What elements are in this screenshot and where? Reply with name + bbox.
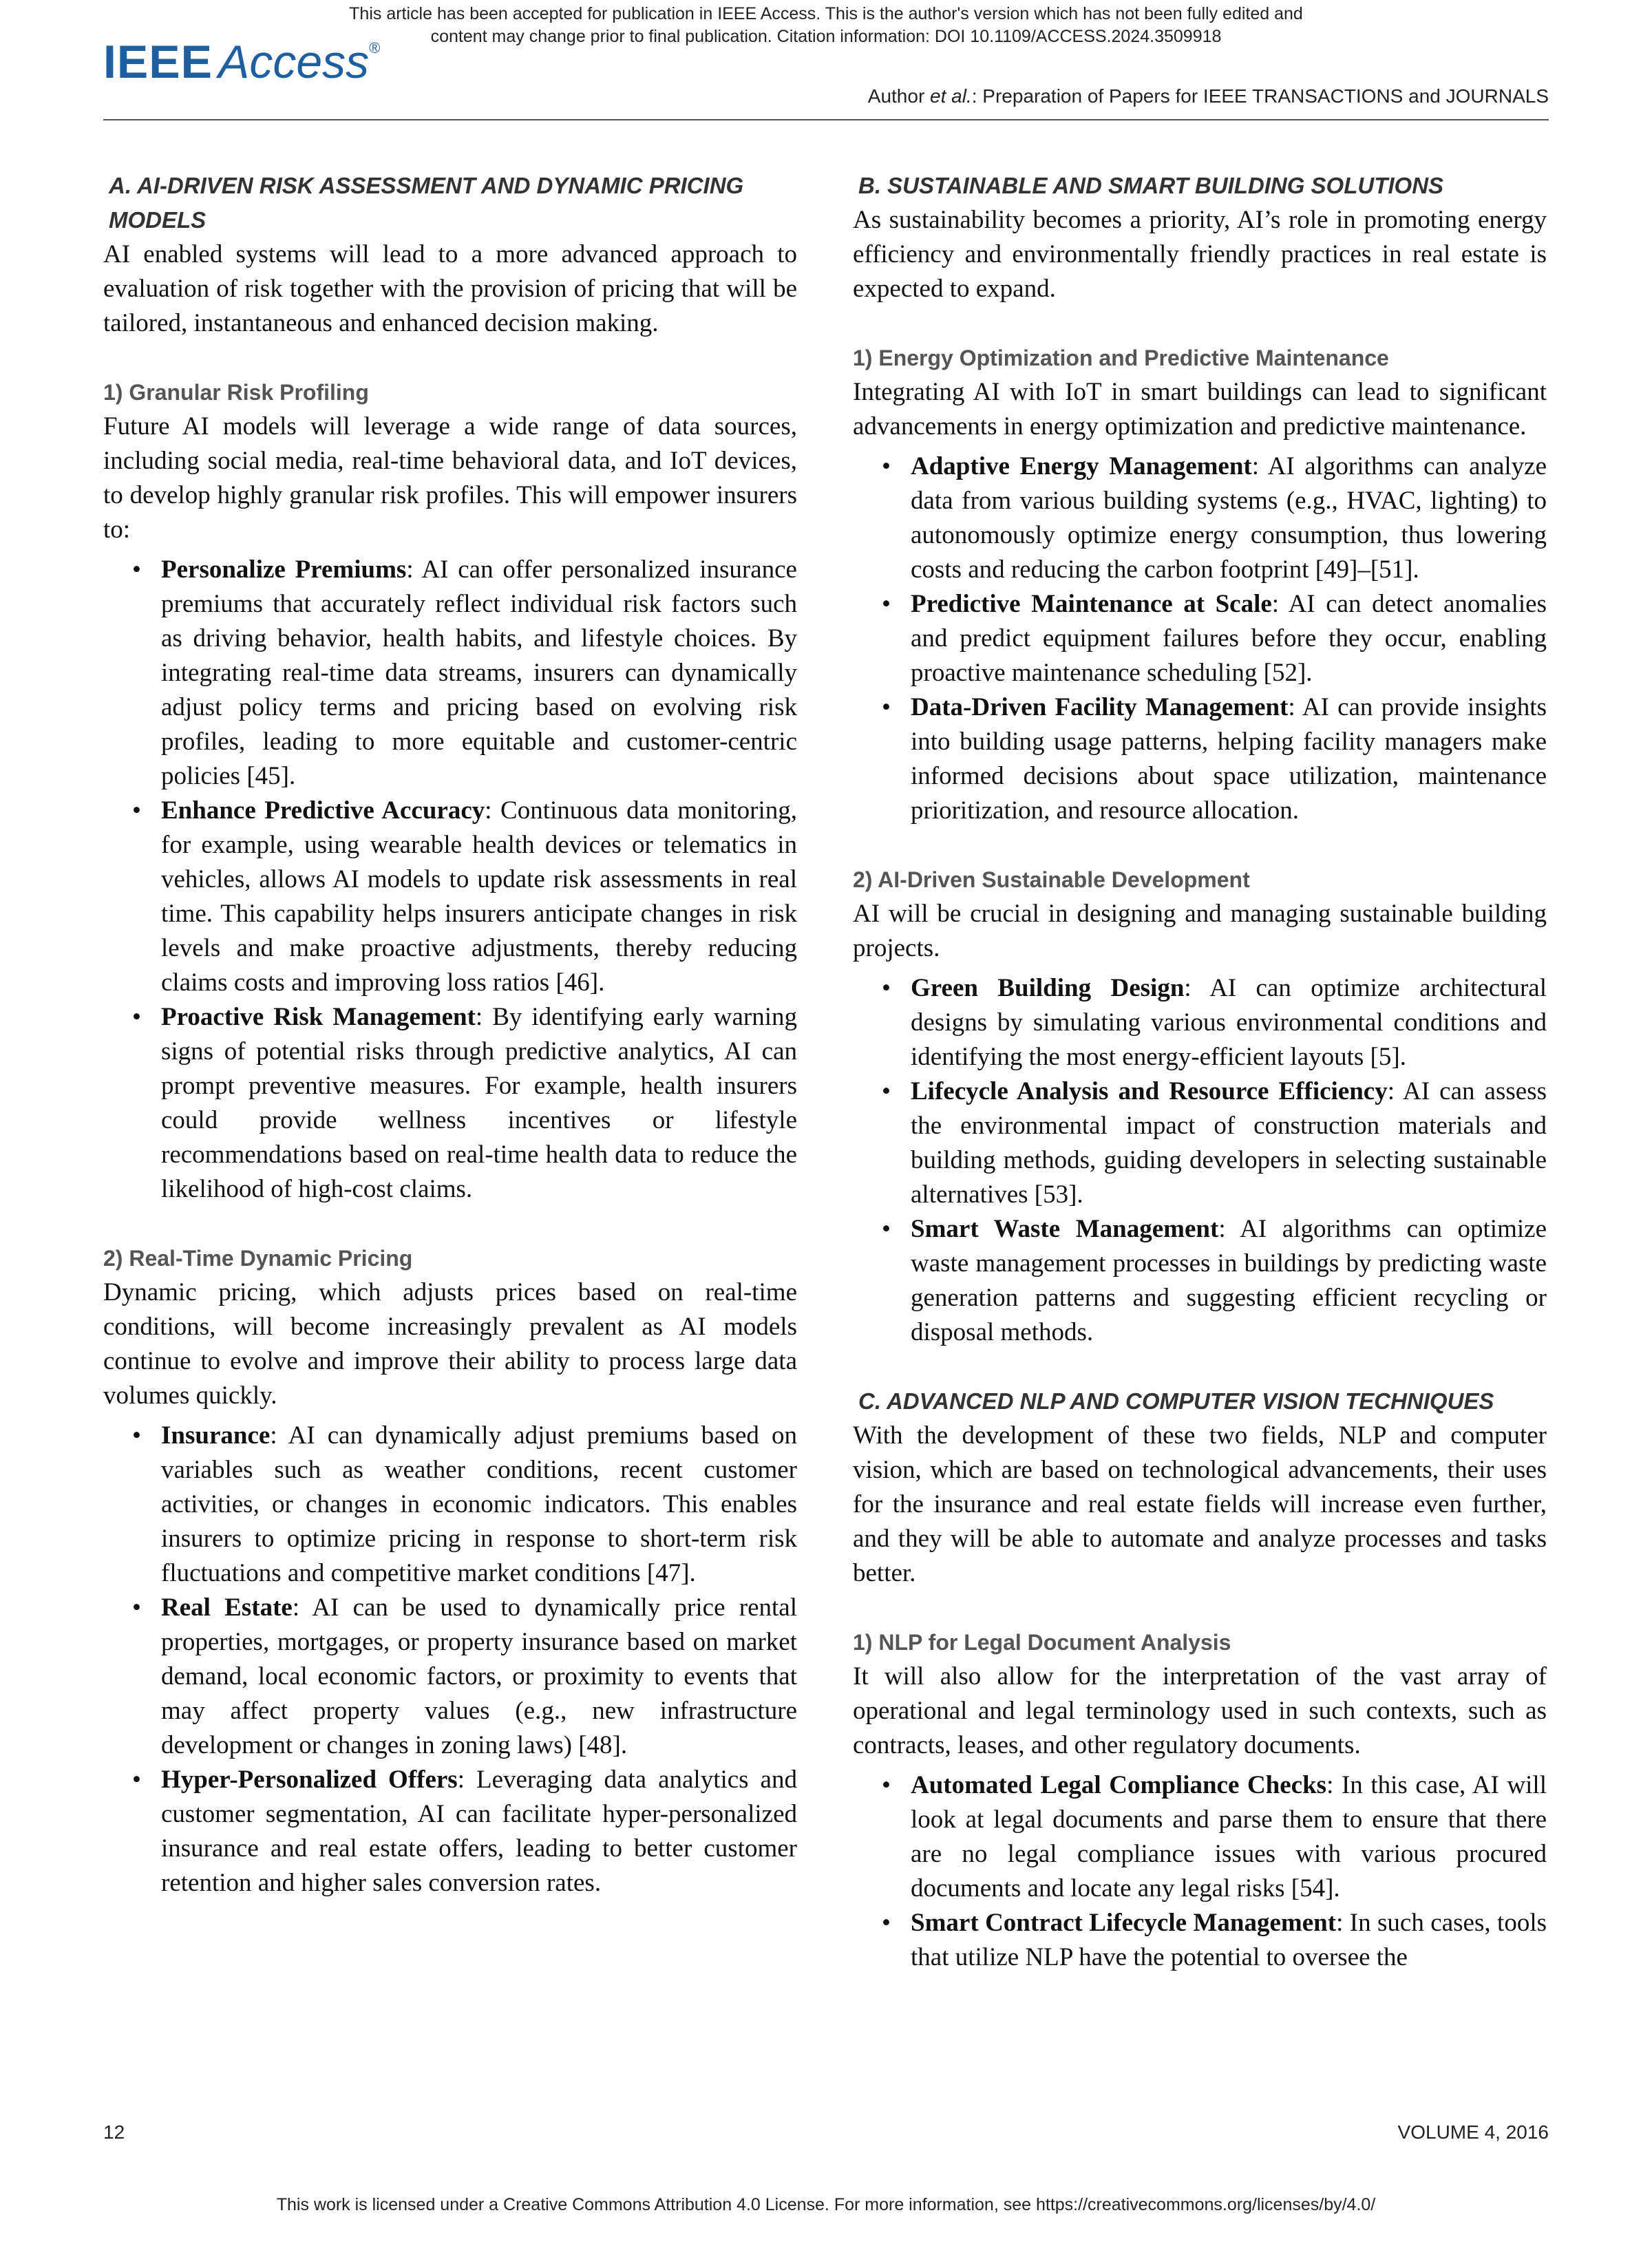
list-item	[103, 553, 797, 794]
list-item-term: Enhance Predictive Accuracy	[161, 796, 485, 825]
list-item-term: Real Estate	[161, 1593, 293, 1622]
nlp-legal-intro: It will also allow for the interpretation of the vast array of operational and legal terminology used in such contexts, such as contracts, leases, and other regulatory documents.	[853, 1662, 1547, 1759]
list-item	[103, 1763, 797, 1900]
list-item	[853, 449, 1547, 587]
list-item-term: Hyper-Personalized Offers	[161, 1766, 458, 1794]
logo-registered-mark: ®	[369, 39, 381, 56]
subsection-nlp-legal-heading: 1) NLP for Legal Document Analysis	[853, 1630, 1231, 1655]
list-item-term: Automated Legal Compliance Checks	[911, 1771, 1327, 1799]
energy-optimization-intro: Integrating AI with IoT in smart buildings can lead to significant advancements in energy optimization and predictive maintenance.	[853, 378, 1547, 441]
list-item-text: : By identifying early warning signs of potential risks through predictive analytics, AI can prompt preventive measures. For example, health insurers could provide wellness incentives or lifestyle recommendations based on real-time health data to reduce the likelihood of high-cost claims.	[161, 1003, 797, 1203]
publication-notice-line-1: This article has been accepted for publication in IEEE Access. This is the author's version which has not been fully edited and	[349, 4, 1303, 23]
running-head-author: Author	[867, 85, 931, 107]
header-rule	[103, 119, 1549, 120]
list-item-text: : AI can provide insights into building usage patterns, helping facility managers make informed decisions about space utilization, maintenance prioritization, and resource allocation.	[911, 693, 1547, 825]
subsection-dynamic-pricing-heading: 2) Real-Time Dynamic Pricing	[103, 1246, 413, 1271]
list-item	[853, 971, 1547, 1074]
nlp-legal-list	[853, 1768, 1547, 1975]
dynamic-pricing-list	[103, 1419, 797, 1900]
list-item-term: Adaptive Energy Management	[911, 452, 1252, 480]
ieee-access-logo	[103, 34, 380, 89]
list-item-text: : AI can dynamically adjust premiums based on variables such as weather conditions, recent customer activities, or changes in economic indicators. This enables insurers to optimize pricing in response to short-term risk fluctuations and competitive market conditions [47].	[161, 1421, 797, 1587]
list-item	[853, 1074, 1547, 1212]
list-item	[853, 1906, 1547, 1975]
list-item	[103, 1000, 797, 1207]
sustainable-development-intro: AI will be crucial in designing and managing sustainable building projects.	[853, 900, 1547, 962]
page-number: 12	[103, 2121, 125, 2143]
subsection-energy-optimization-heading: 1) Energy Optimization and Predictive Maintenance	[853, 346, 1389, 370]
list-item-term: Insurance	[161, 1421, 271, 1450]
publication-notice-line-2: content may change prior to final publication. Citation information: DOI 10.1109/ACCESS.2024.3509918	[430, 27, 1222, 46]
section-c-heading: C. ADVANCED NLP AND COMPUTER VISION TECHNIQUES	[858, 1388, 1494, 1414]
list-item	[103, 1591, 797, 1763]
list-item-term: Proactive Risk Management	[161, 1003, 476, 1031]
running-head-etal: et al.	[930, 85, 972, 107]
list-item-text: : AI can be used to dynamically price rental properties, mortgages, or property insurance based on market demand, local economic factors, or proximity to events that may affect property values (e.g., new infrastructure development or changes in zoning laws) [48].	[161, 1593, 797, 1759]
left-column	[103, 169, 797, 1900]
list-item	[103, 794, 797, 1000]
list-item-text: : AI can detect anomalies and predict equipment failures before they occur, enabling proactive maintenance scheduling [52].	[911, 590, 1547, 687]
list-item-term: Personalize Premiums	[161, 555, 407, 584]
logo-access-text: Access	[218, 36, 370, 88]
list-item	[103, 1419, 797, 1591]
dynamic-pricing-intro: Dynamic pricing, which adjusts prices based on real-time conditions, will become increasingly prevalent as AI models continue to evolve and improve their ability to process large data volumes quickly.	[103, 1278, 797, 1410]
list-item-text: : In such cases, tools that utilize NLP have the potential to oversee the	[911, 1909, 1547, 1971]
list-item-term: Lifecycle Analysis and Resource Efficiency	[911, 1077, 1388, 1105]
list-item-term: Smart Contract Lifecycle Management	[911, 1909, 1337, 1937]
list-item	[853, 587, 1547, 690]
list-item-text: : Leveraging data analytics and customer segmentation, AI can facilitate hyper-personalized insurance and real estate offers, leading to better customer retention and higher sales conversion rates.	[161, 1766, 797, 1897]
list-item-text: : In this case, AI will look at legal documents and parse them to ensure that there are no legal compliance issues with various procured documents and locate any legal risks [54].	[911, 1771, 1547, 1903]
section-b-heading: B. SUSTAINABLE AND SMART BUILDING SOLUTIONS	[858, 173, 1444, 198]
subsection-granular-risk-heading: 1) Granular Risk Profiling	[103, 380, 369, 405]
list-item	[853, 690, 1547, 828]
list-item-text: : Continuous data monitoring, for example, using wearable health devices or telematics in vehicles, allows AI models to update risk assessments in real time. This capability helps insurers anticipate changes in risk levels and make proactive adjustments, thereby reducing claims costs and improving loss ratios [46].	[161, 796, 797, 997]
volume-label: VOLUME 4, 2016	[1397, 2121, 1549, 2143]
running-head-title: : Preparation of Papers for IEEE TRANSACTIONS and JOURNALS	[971, 85, 1549, 107]
sustainable-development-list	[853, 971, 1547, 1350]
list-item-text: : AI algorithms can optimize waste management processes in buildings by predicting waste generation patterns and suggesting efficient recycling or disposal methods.	[911, 1215, 1547, 1346]
granular-risk-list	[103, 553, 797, 1207]
list-item-term: Data-Driven Facility Management	[911, 693, 1289, 721]
list-item-text: : AI can offer personalized insurance premiums that accurately reflect individual risk factors such as driving behavior, health habits, and lifestyle choices. By integrating real-time data streams, insurers can dynamically adjust policy terms and pricing based on evolving risk profiles, leading to more equitable and customer-centric policies [45].	[161, 555, 797, 790]
energy-optimization-list	[853, 449, 1547, 828]
subsection-sustainable-development-heading: 2) AI-Driven Sustainable Development	[853, 867, 1250, 892]
right-column	[853, 169, 1547, 1975]
section-a-intro: AI enabled systems will lead to a more advanced approach to evaluation of risk together with the provision of pricing that will be tailored, instantaneous and enhanced decision making.	[103, 240, 797, 337]
list-item-text: : AI can assess the environmental impact of construction materials and building methods, guiding developers in selecting sustainable alternatives [53].	[911, 1077, 1547, 1209]
list-item-term: Predictive Maintenance at Scale	[911, 590, 1272, 618]
section-a-heading: A. AI-DRIVEN RISK ASSESSMENT AND DYNAMIC PRICING MODELS	[109, 173, 744, 233]
list-item-term: Green Building Design	[911, 974, 1185, 1002]
logo-ieee-text: IEEE	[103, 36, 213, 88]
list-item-term: Smart Waste Management	[911, 1215, 1219, 1243]
list-item-text: : AI can optimize architectural designs by simulating various environmental conditions and identifying the most energy-efficient layouts [5].	[911, 974, 1547, 1071]
list-item	[853, 1212, 1547, 1350]
section-c-intro: With the development of these two fields, NLP and computer vision, which are based on technological advancements, their uses for the insurance and real estate fields will increase even further, and they will be able to automate and analyze processes and tasks better.	[853, 1421, 1547, 1587]
running-head	[868, 83, 1549, 110]
license-notice: This work is licensed under a Creative Commons Attribution 4.0 License. For more information, see https://creativecommons.org/licenses/by/4.0/	[276, 2195, 1376, 2214]
section-b-intro: As sustainability becomes a priority, AI’s role in promoting energy efficiency and environmentally friendly practices in real estate is expected to expand.	[853, 206, 1547, 303]
list-item	[853, 1768, 1547, 1906]
granular-risk-intro: Future AI models will leverage a wide range of data sources, including social media, real-time behavioral data, and IoT devices, to develop highly granular risk profiles. This will empower insurers to:	[103, 412, 797, 544]
list-item-text: : AI algorithms can analyze data from various building systems (e.g., HVAC, lighting) to autonomously optimize energy consumption, thus lowering costs and reducing the carbon footprint [49]–[51].	[911, 452, 1547, 584]
